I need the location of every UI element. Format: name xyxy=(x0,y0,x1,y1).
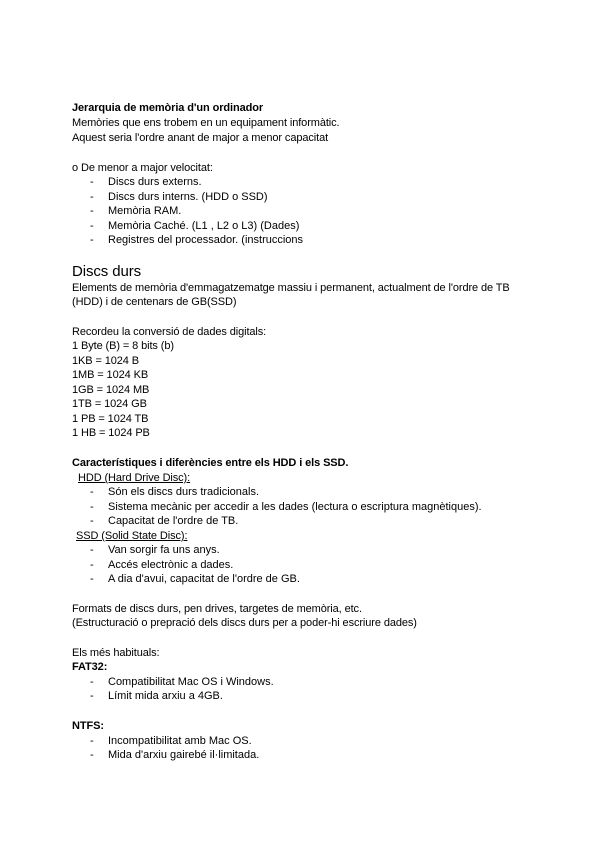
fat32-heading: FAT32: xyxy=(72,661,108,673)
list-item: Memòria RAM. xyxy=(108,205,182,217)
hdd-label: HDD (Hard Drive Disc): xyxy=(78,472,191,484)
list-item: Capacitat de l'ordre de TB. xyxy=(108,515,239,527)
bullet-dash: - xyxy=(90,573,94,585)
bullet-dash: - xyxy=(90,515,94,527)
list-item: Accés electrònic a dades. xyxy=(108,559,234,571)
list-item: Memòria Caché. (L1 , L2 o L3) (Dades) xyxy=(108,220,300,232)
memory-intro-line: Memòries que ens trobem en un equipament informàtic. xyxy=(72,117,340,129)
memory-order-line: Aquest seria l'ordre anant de major a menor capacitat xyxy=(72,132,329,144)
bullet-dash: - xyxy=(90,735,94,747)
conversion-row: 1GB = 1024 MB xyxy=(72,384,150,396)
list-item: Són els discs durs tradicionals. xyxy=(108,486,260,498)
conversion-row: 1KB = 1024 B xyxy=(72,355,139,367)
bullet-dash: - xyxy=(90,234,94,246)
bullet-dash: - xyxy=(90,176,94,188)
list-item: Discs durs interns. (HDD o SSD) xyxy=(108,191,268,203)
conversion-row: 1 Byte (B) = 8 bits (b) xyxy=(72,340,174,352)
discs-description-line1: Elements de memòria d'emmagatzematge massiu i permanent, actualment de l'ordre de TB xyxy=(72,282,510,294)
list-item: Mida d'arxiu gairebé il·limitada. xyxy=(108,749,260,761)
bullet-dash: - xyxy=(90,220,94,232)
bullet-dash: - xyxy=(90,676,94,688)
list-item: A dia d'avui, capacitat de l'ordre de GB. xyxy=(108,573,300,585)
bullet-dash: - xyxy=(90,205,94,217)
common-formats-label: Els més habituals: xyxy=(72,647,160,659)
list-item: Sistema mecànic per accedir a les dades (lectura o escriptura magnètiques). xyxy=(108,501,482,513)
ntfs-heading: NTFS: xyxy=(72,720,104,732)
discs-description-line2: (HDD) i de centenars de GB(SSD) xyxy=(72,296,237,308)
conversion-row: 1 PB = 1024 TB xyxy=(72,413,149,425)
bullet-dash: - xyxy=(90,191,94,203)
formats-line1: Formats de discs durs, pen drives, targetes de memòria, etc. xyxy=(72,603,362,615)
bullet-dash: - xyxy=(90,690,94,702)
list-item: Incompatibilitat amb Mac OS. xyxy=(108,735,252,747)
bullet-dash: - xyxy=(90,749,94,761)
list-item: Van sorgir fa uns anys. xyxy=(108,544,220,556)
hdd-ssd-heading: Característiques i diferències entre els HDD i els SSD. xyxy=(72,457,349,469)
discs-durs-heading: Discs durs xyxy=(72,263,142,280)
conversion-label: Recordeu la conversió de dades digitals: xyxy=(72,326,267,338)
list-item: Límit mida arxiu a 4GB. xyxy=(108,690,223,702)
bullet-dash: - xyxy=(90,501,94,513)
formats-line2: (Estructuració o prepració dels discs durs per a poder-hi escriure dades) xyxy=(72,617,417,629)
bullet-dash: - xyxy=(90,486,94,498)
memory-hierarchy-heading: Jerarquia de memòria d'un ordinador xyxy=(72,102,264,114)
conversion-row: 1MB = 1024 KB xyxy=(72,369,149,381)
bullet-dash: - xyxy=(90,559,94,571)
list-item: Discs durs externs. xyxy=(108,176,202,188)
list-item: Registres del processador. (instruccions xyxy=(108,234,304,246)
list-item: Compatibilitat Mac OS i Windows. xyxy=(108,676,274,688)
conversion-row: 1 HB = 1024 PB xyxy=(72,427,150,439)
speed-order-label: o De menor a major velocitat: xyxy=(72,162,213,174)
bullet-dash: - xyxy=(90,544,94,556)
ssd-label: SSD (Solid State Disc): xyxy=(76,530,188,542)
conversion-row: 1TB = 1024 GB xyxy=(72,398,147,410)
